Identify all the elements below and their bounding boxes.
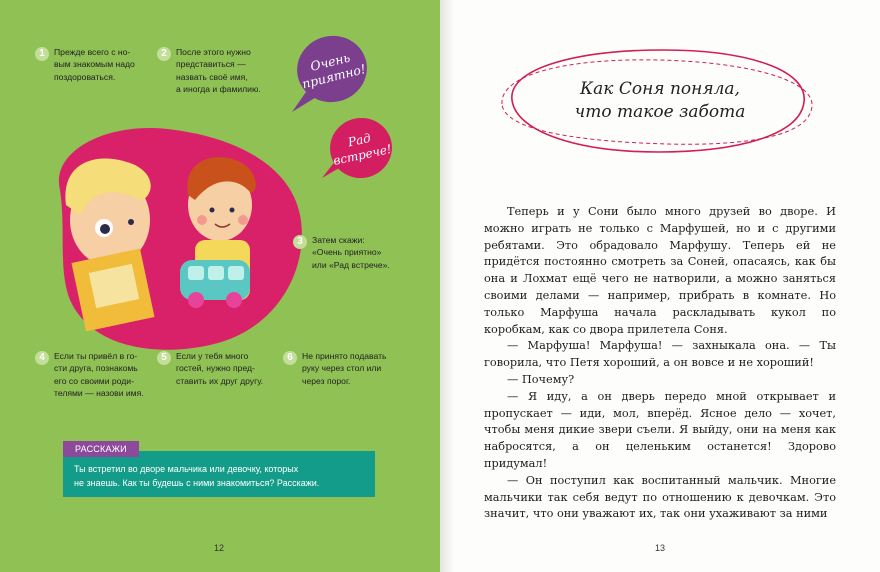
step-2 bbox=[157, 46, 261, 96]
speech-bubble-glad-to-meet: Рад встрече! bbox=[324, 112, 397, 184]
step-number: 6 bbox=[283, 351, 297, 365]
page-number-left: 12 bbox=[214, 543, 225, 553]
step-text: Затем скажи: «Очень приятно» или «Рад встрече». bbox=[312, 235, 390, 270]
step-number: 1 bbox=[35, 47, 49, 61]
step-text: Если ты привёл в го- сти друга, познакомь его со своими роди- телями — назови имя. bbox=[54, 351, 144, 399]
paragraph: Теперь и у Сони было много друзей во дворе. И можно играть не только с Марфушей, но и с другими ребятами. Это обрадовало Марфушу. Теперь ей не придётся постоянно смотреть за Соней, опасаясь, как бы она и Лохмат ещё чего не натворили, а можно заняться своими делами — например, прибрать в комнате. Но только Марфуша начала раскладывать кукол по коробкам, как со двора прилетела Соня. bbox=[484, 205, 836, 336]
page-number-right: 13 bbox=[655, 543, 666, 553]
ask-text: Ты встретил во дворе мальчика или девочку, которых не знаешь. Как ты будешь с ними знакомиться? Расскажи. bbox=[74, 464, 320, 488]
step-number: 3 bbox=[293, 235, 307, 249]
step-number: 2 bbox=[157, 47, 171, 61]
step-number: 4 bbox=[35, 351, 49, 365]
speech-bubble-nice-to-meet: Очень приятно! bbox=[290, 29, 374, 110]
step-5 bbox=[157, 350, 263, 387]
paragraph: — Он поступил как воспитанный мальчик. Многие мальчики так себя ведут по отношению к девочкам. Это значит, что они уважают их, так они ухаживают за ними bbox=[484, 473, 836, 521]
step-3 bbox=[293, 234, 390, 271]
step-number: 5 bbox=[157, 351, 171, 365]
step-6 bbox=[283, 350, 387, 387]
paragraph: — Почему? bbox=[507, 372, 575, 386]
ask-tag: РАССКАЖИ bbox=[63, 441, 139, 457]
paragraph: — Я иду, а он дверь передо мной открывает и пропускает — иди, мол, вперёд. Ясное дело — хочет, чтобы меня дикие звери съели. Я выйду, они на меня как набросятся, а он целеньким останется! Здорово придумал! bbox=[484, 389, 836, 470]
chapter-title: Как Соня поняла, что такое забота bbox=[574, 79, 746, 122]
step-1 bbox=[35, 46, 135, 83]
step-text: После этого нужно представиться — назвать своё имя, а иногда и фамилию. bbox=[176, 47, 261, 95]
step-4 bbox=[35, 350, 144, 400]
step-text: Если у тебя много гостей, нужно пред- ставить их друг другу. bbox=[176, 351, 264, 386]
story-text bbox=[484, 204, 836, 523]
step-text: Не принято подавать руку через стол или через порог. bbox=[302, 351, 387, 386]
paragraph: — Марфуша! Марфуша! — захныкала она. — Ты говорила, что Петя хороший, а он вовсе и не хороший! bbox=[484, 339, 836, 370]
step-text: Прежде всего с но- вым знакомым надо поздороваться. bbox=[54, 47, 135, 82]
